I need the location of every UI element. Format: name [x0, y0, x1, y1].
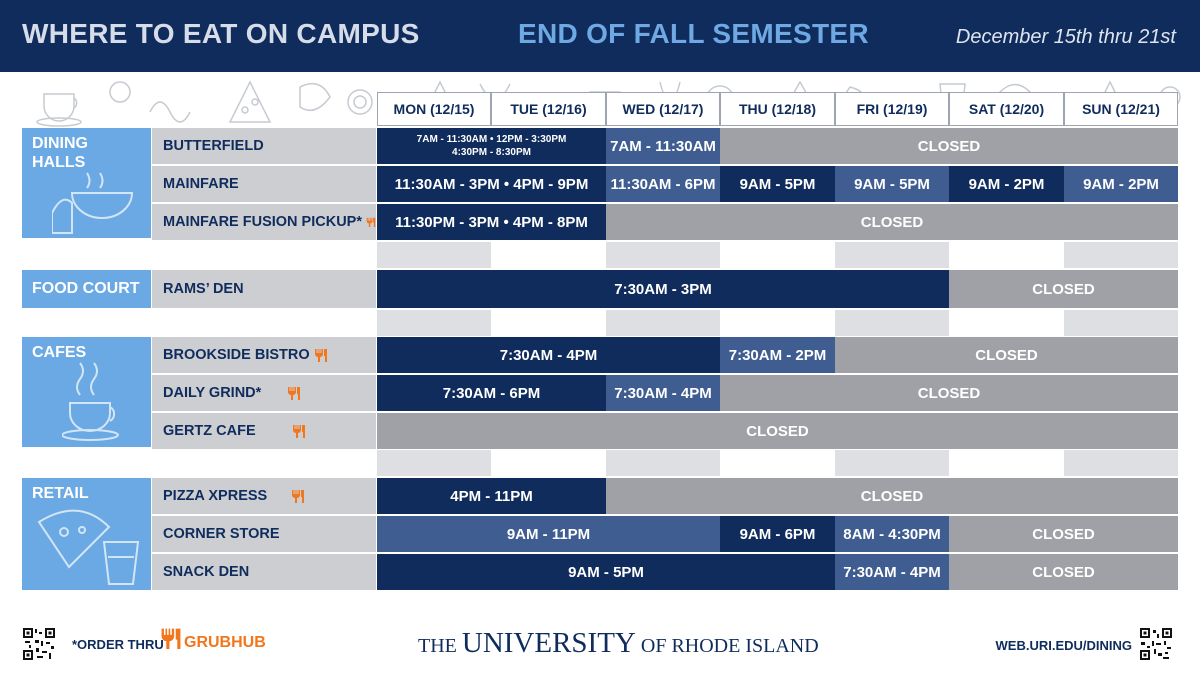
- hours-line-2: 4:30PM - 8:30PM: [452, 147, 531, 158]
- spacer-cell: [606, 450, 720, 476]
- spacer-cell: [606, 310, 720, 336]
- butterfield-mon-tue-hours: [377, 128, 606, 164]
- category-label: DINING HALLS: [32, 135, 88, 172]
- snack-fri-hours: 7:30AM - 4PM: [835, 554, 949, 590]
- location-label: MAINFARE FUSION PICKUP*: [163, 214, 362, 230]
- daily-grind-mon-tue-hours: 7:30AM - 6PM: [377, 375, 606, 411]
- mainfare-fri-hours: 9AM - 5PM: [835, 166, 949, 202]
- category-label: FOOD COURT: [32, 280, 140, 298]
- uri-university: UNIVERSITY: [461, 627, 636, 659]
- butterfield-wed-hours: 7AM - 11:30AM: [606, 128, 720, 164]
- mainfare-sat-hours: 9AM - 2PM: [949, 166, 1064, 202]
- grubhub-logo: [160, 624, 266, 652]
- uri-the: THE: [418, 635, 457, 657]
- header-banner: [0, 0, 1200, 72]
- day-header-thu: THU (12/18): [720, 92, 835, 126]
- grubhub-fork-icon: [366, 214, 376, 230]
- fusion-closed: CLOSED: [606, 204, 1178, 240]
- pizza-mon-tue-hours: 4PM - 11PM: [377, 478, 606, 514]
- day-header-wed: WED (12/17): [606, 92, 720, 126]
- grubhub-text: GRUBHUB: [184, 634, 266, 651]
- gertz-cafe-closed: CLOSED: [377, 413, 1178, 449]
- qr-code-icon[interactable]: [22, 627, 56, 661]
- coffee-cup-icon: [62, 361, 142, 441]
- uri-rest: OF RHODE ISLAND: [640, 635, 819, 657]
- university-logo: [418, 627, 819, 660]
- rams-den-mon-fri-hours: 7:30AM - 3PM: [377, 270, 949, 308]
- spacer-cell: [1064, 310, 1178, 336]
- corner-mon-wed-hours: 9AM - 11PM: [377, 516, 720, 552]
- corner-closed: CLOSED: [949, 516, 1178, 552]
- daily-grind-closed: CLOSED: [720, 375, 1178, 411]
- category-dining-halls: [22, 128, 151, 238]
- brookside-thu-hours: 7:30AM - 2PM: [720, 337, 835, 373]
- category-food-court: [22, 270, 151, 308]
- spacer-cell: [1064, 450, 1178, 476]
- location-butterfield: BUTTERFIELD: [152, 128, 376, 164]
- grubhub-fork-icon: [160, 625, 182, 651]
- corner-fri-hours: 8AM - 4:30PM: [835, 516, 949, 552]
- hours-line-1: 7AM - 11:30AM • 12PM - 3:30PM: [416, 133, 567, 145]
- qr-code-icon[interactable]: [1139, 627, 1173, 661]
- location-mainfare-fusion: [152, 204, 376, 240]
- spacer-cell: [377, 310, 491, 336]
- butterfield-closed: CLOSED: [720, 128, 1178, 164]
- spacer-cell: [835, 450, 949, 476]
- page-subtitle: END OF FALL SEMESTER: [518, 18, 869, 49]
- grubhub-fork-icon: [314, 347, 328, 363]
- rams-den-closed: CLOSED: [949, 270, 1178, 308]
- pizza-slice-icon: [34, 502, 149, 586]
- day-header-mon: MON (12/15): [377, 92, 491, 126]
- spacer-cell: [835, 310, 949, 336]
- category-label: RETAIL: [32, 485, 89, 502]
- mainfare-sun-hours: 9AM - 2PM: [1064, 166, 1178, 202]
- location-gertz-cafe: [152, 413, 376, 449]
- day-header-tue: TUE (12/16): [491, 92, 606, 126]
- page-title: WHERE TO EAT ON CAMPUS: [22, 18, 420, 49]
- fusion-mon-tue-hours: 11:30PM - 3PM • 4PM - 8PM: [377, 204, 606, 240]
- mainfare-thu-hours: 9AM - 5PM: [720, 166, 835, 202]
- location-label: BROOKSIDE BISTRO: [163, 347, 310, 363]
- website-link[interactable]: WEB.URI.EDU/DINING: [995, 638, 1132, 653]
- location-brookside-bistro: [152, 337, 376, 373]
- pizza-closed: CLOSED: [606, 478, 1178, 514]
- location-daily-grind: [152, 375, 376, 411]
- date-range: December 15th thru 21st: [955, 26, 1176, 48]
- day-header-sun: SUN (12/21): [1064, 92, 1178, 126]
- order-thru-label: *ORDER THRU: [72, 637, 164, 652]
- spacer-cell: [377, 450, 491, 476]
- brookside-mon-wed-hours: 7:30AM - 4PM: [377, 337, 720, 373]
- spacer-cell: [606, 242, 720, 268]
- brookside-closed: CLOSED: [835, 337, 1178, 373]
- location-pizza-xpress: [152, 478, 376, 514]
- grubhub-fork-icon: [292, 423, 306, 439]
- day-header-fri: FRI (12/19): [835, 92, 949, 126]
- daily-grind-wed-hours: 7:30AM - 4PM: [606, 375, 720, 411]
- category-label: CAFES: [32, 344, 87, 361]
- mainfare-wed-hours: 11:30AM - 6PM: [606, 166, 720, 202]
- snack-closed: CLOSED: [949, 554, 1178, 590]
- location-label: PIZZA XPRESS: [163, 488, 268, 504]
- location-label: DAILY GRIND*: [163, 385, 262, 401]
- location-mainfare: MAINFARE: [152, 166, 376, 202]
- soup-bowl-icon: [52, 168, 147, 238]
- day-header-sat: SAT (12/20): [949, 92, 1064, 126]
- spacer-cell: [377, 242, 491, 268]
- corner-thu-hours: 9AM - 6PM: [720, 516, 835, 552]
- location-corner-store: CORNER STORE: [152, 516, 376, 552]
- spacer-cell: [835, 242, 949, 268]
- category-retail: [22, 478, 151, 590]
- grubhub-fork-icon: [287, 385, 301, 401]
- mainfare-mon-tue-hours: 11:30AM - 3PM • 4PM - 9PM: [377, 166, 606, 202]
- location-label: GERTZ CAFE: [163, 423, 256, 439]
- snack-mon-thu-hours: 9AM - 5PM: [377, 554, 835, 590]
- spacer-cell: [1064, 242, 1178, 268]
- location-snack-den: SNACK DEN: [152, 554, 376, 590]
- category-cafes: [22, 337, 151, 447]
- grubhub-fork-icon: [291, 488, 305, 504]
- location-rams-den: RAMS’ DEN: [152, 270, 376, 308]
